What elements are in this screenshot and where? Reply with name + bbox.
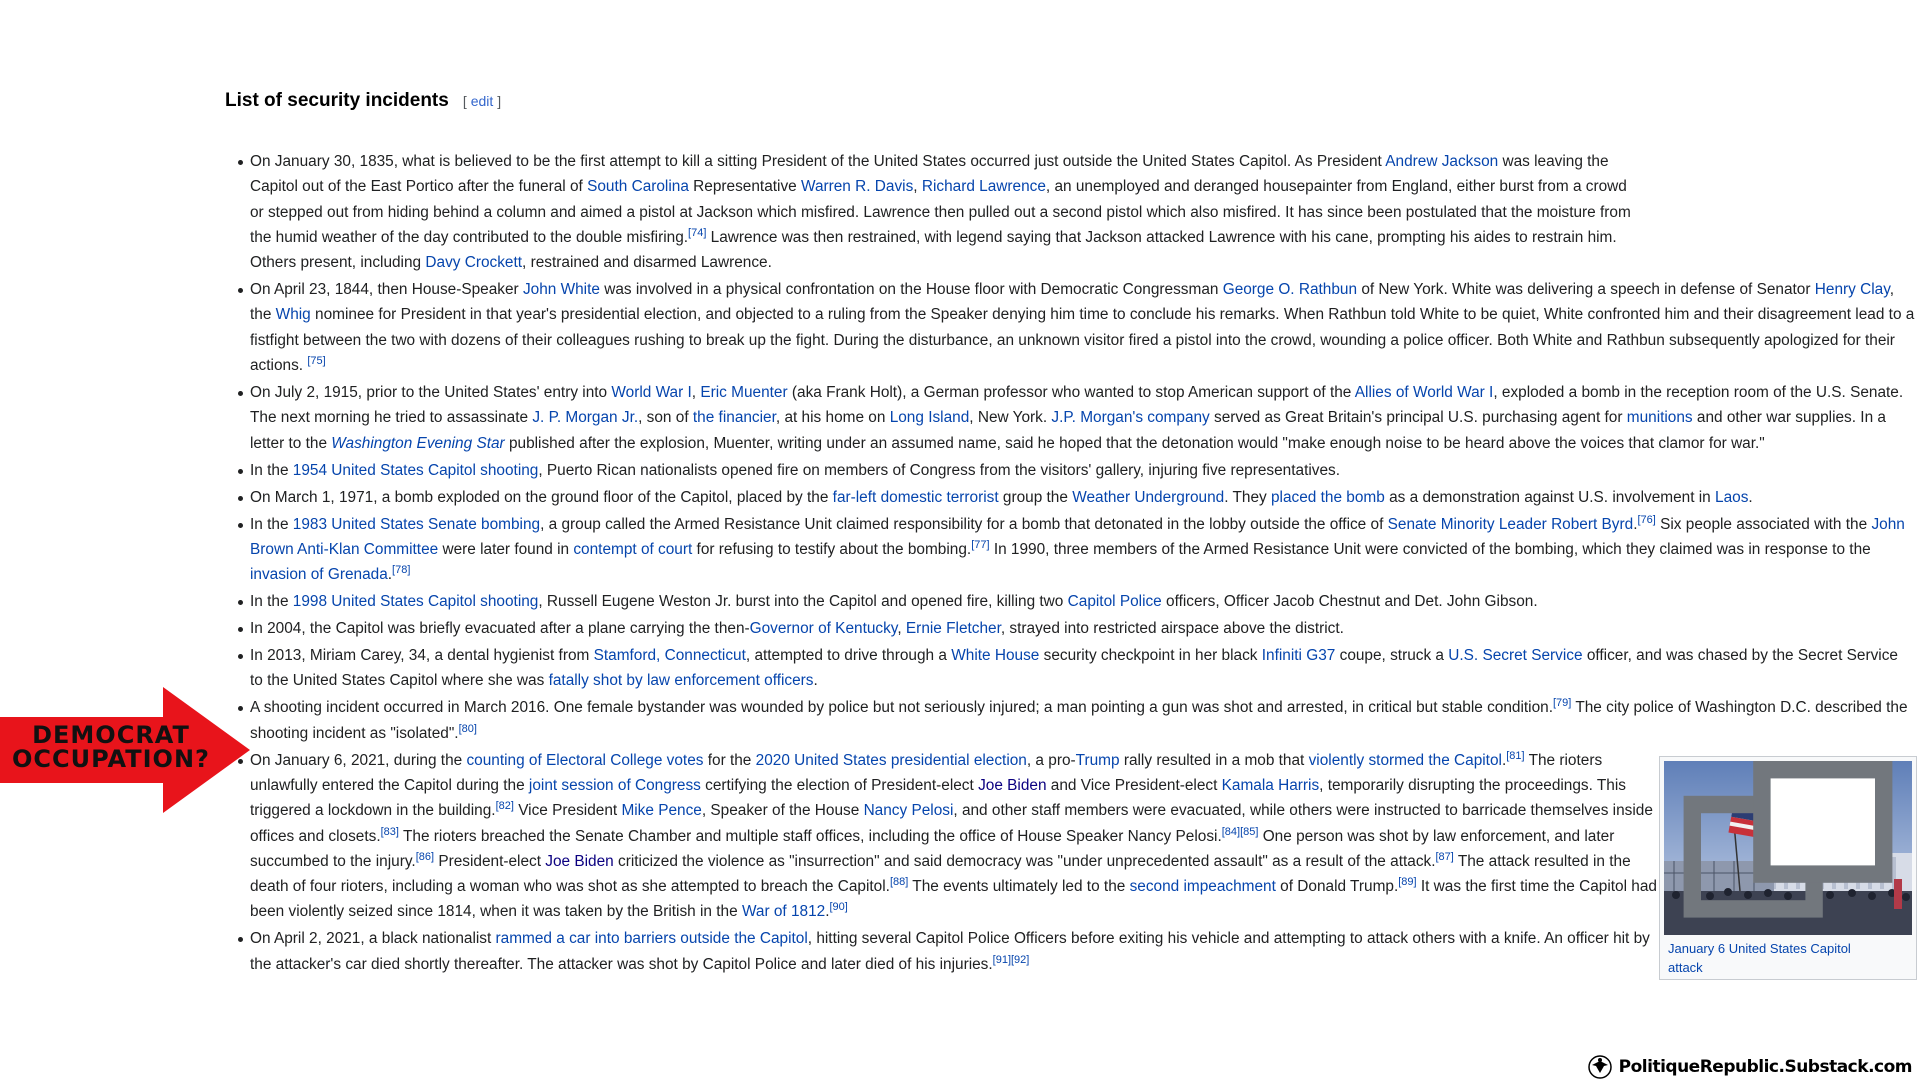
- citation-ref: [307, 355, 325, 367]
- incident-text: officers, Officer Jacob Chestnut and Det. John Gibson.: [1161, 593, 1538, 611]
- wiki-link[interactable]: 1983 United States Senate bombing: [292, 515, 541, 533]
- incident-item: [235, 695, 1915, 746]
- incident-text: In 2004, the Capitol was briefly evacuated after a plane carrying the then-: [250, 620, 750, 638]
- incident-text: were later found in: [438, 540, 574, 558]
- wiki-link[interactable]: joint session of Congress: [528, 777, 701, 794]
- incident-text: One person was shot by law enforcement, and later succumbed to the injury.: [250, 827, 1615, 870]
- watermark-text: PolitiqueRepublic.Substack.com: [1618, 1057, 1912, 1077]
- eagle-logo-icon: [1587, 1054, 1613, 1080]
- citation-ref: [829, 901, 847, 913]
- incident-text: group the: [998, 488, 1073, 506]
- wiki-link[interactable]: Washington Evening Star: [331, 434, 505, 452]
- citation-ref: [381, 825, 399, 837]
- section-heading: [225, 90, 501, 112]
- incident-text: , temporarily disrupting the proceedings. This triggered a lockdown in the building.: [250, 777, 1626, 820]
- citation-link[interactable]: [86]: [415, 850, 435, 863]
- incident-text: President-elect: [434, 852, 546, 870]
- edit-link[interactable]: edit: [470, 93, 494, 109]
- incident-text: and Vice President-elect: [1046, 777, 1222, 794]
- citation-ref: [971, 539, 989, 551]
- incident-text: In the: [250, 515, 293, 533]
- wiki-link[interactable]: 1998 United States Capitol shooting: [292, 593, 539, 611]
- incident-text: .: [387, 566, 393, 584]
- citation-link[interactable]: [91][92]: [992, 953, 1030, 966]
- citation-link[interactable]: [76]: [1637, 513, 1656, 526]
- thumbnail-caption[interactable]: January 6 United States Capitol attack: [1668, 941, 1851, 975]
- wiki-link[interactable]: Whig: [275, 306, 311, 324]
- wiki-link[interactable]: Laos: [1715, 488, 1749, 506]
- annotation-arrow: [0, 687, 250, 813]
- wiki-link[interactable]: Governor of Kentucky: [749, 620, 898, 638]
- annotation-line-1: DEMOCRAT: [32, 721, 190, 749]
- incident-text: ,: [913, 178, 922, 196]
- edit-bracket-open: [: [462, 93, 467, 109]
- incident-text: , and other staff members were evacuated, while others were instructed to barricade themselves inside offices and closets.: [250, 802, 1653, 845]
- incident-text: , exploded a bomb in the reception room of the U.S. Senate. The next morning he tried to assassinate: [250, 384, 1904, 427]
- wiki-link[interactable]: White House: [951, 647, 1040, 665]
- wiki-link[interactable]: Warren R. Davis: [800, 178, 914, 196]
- citation-link[interactable]: [75]: [307, 354, 326, 367]
- incident-text: , strayed into restricted airspace above the district.: [1000, 620, 1344, 638]
- incident-text: certifying the election of President-elect: [700, 777, 979, 794]
- incident-text: .: [1501, 751, 1507, 769]
- incident-item: [235, 748, 1665, 925]
- wiki-link[interactable]: Weather Underground: [1072, 488, 1225, 506]
- section-title: List of security incidents: [225, 90, 449, 111]
- incident-text: Six people associated with the: [1655, 515, 1872, 533]
- incident-text: was leaving the Capitol out of the East Portico after the funeral of: [250, 153, 1609, 196]
- incident-text: served as Great Britain's principal U.S. purchasing agent for: [1209, 409, 1627, 427]
- wiki-link[interactable]: Kamala Harris: [1221, 777, 1320, 794]
- watermark: [1587, 1054, 1912, 1080]
- wiki-link[interactable]: Robert Byrd: [1551, 515, 1634, 533]
- incident-text: , an unemployed and deranged housepainter from England, either burst from a crowd or stepped out from hiding behind a column and aimed a pistol at Jackson which misfired. Lawrence then pulled out a second pistol which also misfired. It has since been postulated that the moisture from the humid weather of the day contributed to the double misfiring.: [250, 178, 1631, 246]
- wiki-link[interactable]: Henry Clay: [1814, 281, 1890, 299]
- incident-item: [235, 616, 1915, 641]
- incident-text: .: [1748, 488, 1753, 506]
- wiki-link[interactable]: Davy Crockett: [425, 254, 523, 272]
- citation-ref: [890, 876, 908, 888]
- wiki-link[interactable]: rammed a car into barriers outside the Capitol: [495, 930, 808, 948]
- incident-text: for the: [703, 751, 756, 769]
- incident-item: [235, 458, 1915, 483]
- wiki-link[interactable]: fatally shot by law enforcement officers: [548, 672, 814, 690]
- citation-link[interactable]: [88]: [889, 876, 909, 889]
- incident-text: , hitting several Capitol Police Officers before exiting his vehicle and attempting to attack others with a knife. An officer hit by the attacker's car died shortly thereafter. The attacker was shot by Capitol Police and later died of his injuries.: [250, 930, 1650, 973]
- citation-link[interactable]: [89]: [1398, 876, 1417, 889]
- citation-ref: [1506, 750, 1524, 762]
- citation-link[interactable]: [83]: [380, 825, 399, 838]
- wiki-link[interactable]: 1954 United States Capitol shooting: [292, 461, 539, 479]
- incident-text: .: [1633, 515, 1638, 533]
- citation-ref: [459, 723, 477, 735]
- wiki-link[interactable]: Ernie Fletcher: [905, 620, 1001, 638]
- wiki-link[interactable]: placed the bomb: [1270, 488, 1385, 506]
- wiki-link[interactable]: Capitol Police: [1067, 593, 1162, 611]
- incident-text: , restrained and disarmed Lawrence.: [522, 254, 772, 272]
- incident-text: ,: [691, 384, 701, 402]
- incident-item: [235, 589, 1915, 614]
- wiki-link[interactable]: J.P. Morgan's company: [1051, 409, 1210, 427]
- wiki-link[interactable]: domestic terrorist: [880, 488, 999, 506]
- incident-text: In 1990, three members of the Armed Resistance Unit were convicted of the bombing, which they claimed was in response to the: [989, 540, 1871, 558]
- citation-ref: [1553, 697, 1571, 709]
- citation-ref: [688, 227, 706, 239]
- citation-ref: [1398, 876, 1416, 888]
- incident-text: The city police of Washington D.C. described the shooting incident as "isolated".: [250, 699, 1908, 742]
- citation-link[interactable]: [74]: [688, 226, 707, 239]
- incident-text: . They: [1224, 488, 1271, 506]
- incident-text: was involved in a physical confrontation on the House floor with Democratic Congressman: [599, 281, 1223, 299]
- incident-text: On April 2, 2021, a black nationalist: [250, 930, 496, 948]
- citation-link[interactable]: [90]: [829, 901, 848, 914]
- incident-text: coupe, struck a: [1335, 647, 1449, 665]
- citation-link[interactable]: [79]: [1552, 697, 1572, 710]
- citation-link[interactable]: [82]: [495, 800, 514, 813]
- incident-item: [235, 149, 1640, 275]
- wiki-link[interactable]: Infiniti G37: [1261, 647, 1336, 665]
- citation-link[interactable]: [81]: [1506, 749, 1525, 762]
- incident-text: A shooting incident occurred in March 2016. One female bystander was wounded by police but not seriously injured; a man pointing a gun was shot and arrested, in critical but stable condition.: [250, 699, 1553, 717]
- incident-text: On April 23, 1844, then House-Speaker: [250, 281, 523, 299]
- wiki-link[interactable]: invasion of Grenada: [250, 566, 388, 584]
- wiki-link[interactable]: Nancy Pelosi: [863, 802, 954, 820]
- incident-text: , Puerto Rican nationalists opened fire on members of Congress from the visitors' gallery, injuring five representatives.: [538, 461, 1340, 479]
- incident-text: , Speaker of the House: [701, 802, 864, 820]
- wiki-link[interactable]: Trump: [1075, 751, 1120, 769]
- citation-link[interactable]: [78]: [392, 564, 411, 577]
- wiki-link[interactable]: far-left: [832, 488, 877, 506]
- incident-text: , a pro-: [1026, 751, 1076, 769]
- incident-text: The rioters breached the Senate Chamber and multiple staff offices, including the office of House Speaker Nancy Pelosi.: [398, 827, 1222, 845]
- wiki-link[interactable]: Joe Biden: [978, 777, 1047, 794]
- annotation-text: [0, 723, 222, 771]
- wiki-link[interactable]: World War I: [611, 384, 692, 402]
- incident-text: of Donald Trump.: [1275, 878, 1399, 896]
- wiki-link[interactable]: J. P. Morgan Jr.: [532, 409, 639, 427]
- incident-text: , New York.: [969, 409, 1052, 427]
- incident-text: for refusing to testify about the bombing.: [692, 540, 972, 558]
- wiki-link[interactable]: War of 1812: [741, 903, 826, 921]
- incident-text: The attack resulted in the death of four rioters, including a woman who was shot as she attempted to breach the Capitol.: [250, 852, 1631, 896]
- incident-text: Vice President: [513, 802, 622, 820]
- incident-text: rally resulted in a mob that: [1119, 751, 1309, 769]
- citation-ref: [1435, 851, 1453, 863]
- incident-text: In the: [250, 593, 293, 611]
- incident-text: On January 6, 2021, during the: [250, 751, 467, 769]
- incident-text: In 2013, Miriam Carey, 34, a dental hygienist from: [250, 647, 594, 665]
- incident-text: , at his home on: [775, 409, 890, 427]
- wiki-link[interactable]: Mike Pence: [621, 802, 702, 820]
- wiki-link[interactable]: the financier: [692, 409, 776, 427]
- incident-text: .: [825, 903, 830, 921]
- wiki-link[interactable]: Joe Biden: [545, 852, 614, 870]
- incident-text: It was the first time the Capitol had been violently seized since 1814, when it was taken by the British in the: [250, 878, 1657, 921]
- wiki-link[interactable]: George O. Rathbun: [1222, 281, 1358, 299]
- incident-text: and other war supplies. In a letter to the: [250, 409, 1886, 452]
- incident-text: , son of: [638, 409, 693, 427]
- incident-item: [235, 643, 1915, 694]
- incident-text: , attempted to drive through a: [745, 647, 952, 665]
- incident-text: (aka Frank Holt), a German professor who wanted to stop American support of the: [787, 384, 1355, 402]
- incident-item: [235, 485, 1915, 510]
- wiki-link[interactable]: Allies of World War I: [1354, 384, 1494, 402]
- wiki-link[interactable]: South Carolina: [587, 178, 689, 196]
- annotation-line-2: OCCUPATION?: [12, 745, 210, 773]
- edit-section: [463, 93, 501, 109]
- wiki-link[interactable]: Senate Minority Leader: [1387, 515, 1547, 533]
- incident-text: The rioters unlawfully entered the Capitol during the: [250, 751, 1603, 794]
- incident-item: [235, 380, 1915, 456]
- incident-text: The events ultimately led to the: [908, 878, 1130, 896]
- incident-text: of New York. White was delivering a speech in defense of Senator: [1357, 281, 1815, 299]
- incident-text: On January 30, 1835, what is believed to be the first attempt to kill a sitting President of the United States occurred just outside the United States Capitol. As President: [250, 153, 1386, 170]
- incident-item: [235, 512, 1915, 588]
- citation-link[interactable]: [87]: [1435, 850, 1454, 863]
- incident-text: as a demonstration against U.S. involvement in: [1384, 488, 1716, 506]
- wiki-link[interactable]: Stamford, Connecticut: [593, 647, 746, 665]
- incident-text: criticized the violence as "insurrection" and said democracy was "under unprecedented assault" as a result of the attack.: [613, 852, 1436, 870]
- incident-text: , the: [250, 281, 1895, 324]
- wiki-link[interactable]: contempt of court: [573, 540, 693, 558]
- citation-ref: [1222, 825, 1259, 837]
- incident-text: Representative: [688, 178, 801, 196]
- citation-ref: [1637, 513, 1655, 525]
- incident-text: , Russell Eugene Weston Jr. burst into the Capitol and opened fire, killing two: [538, 593, 1068, 611]
- citation-ref: [392, 564, 410, 576]
- citation-ref: [496, 800, 514, 812]
- citation-ref: [416, 851, 434, 863]
- wiki-link[interactable]: Long Island: [889, 409, 970, 427]
- wiki-link[interactable]: violently stormed the Capitol: [1308, 751, 1502, 769]
- incident-item: [235, 926, 1665, 977]
- wiki-link[interactable]: John Brown Anti-Klan Committee: [250, 515, 1905, 558]
- wiki-link[interactable]: 2020 United States presidential election: [755, 751, 1027, 769]
- enlarge-icon[interactable]: [1664, 761, 1912, 935]
- incident-text: ,: [897, 620, 906, 638]
- citation-link[interactable]: [80]: [458, 722, 477, 735]
- incident-text: security checkpoint in her black: [1039, 647, 1262, 665]
- incident-text: On July 2, 1915, prior to the United States' entry into: [250, 384, 612, 402]
- incident-text: Lawrence was then restrained, with legend saying that Jackson attacked Lawrence with his cane, prompting his aides to restrain him. Others present, including: [250, 228, 1617, 272]
- incident-item: [235, 277, 1915, 378]
- thumbnail-figure[interactable]: [1659, 756, 1917, 980]
- incident-text: .: [813, 672, 818, 690]
- wiki-link[interactable]: second impeachment: [1129, 878, 1276, 896]
- incident-text: nominee for President in that year's presidential election, and objected to a ruling from the Speaker denying him time to conclude his remarks. When Rathbun told White to be quiet, White confronted him and their disagreement lead to a fistfight between the two with dozens of their colleagues rushing to break up the fight. During the disturbance, an unknown visitor fired a pistol into the crowd, wounding a police officer. Both White and Rathbun subsequently apologized for their actions.: [250, 306, 1915, 375]
- citation-link[interactable]: [84][85]: [1221, 825, 1259, 838]
- wiki-link[interactable]: munitions: [1626, 409, 1693, 427]
- incident-text: , a group called the Armed Resistance Unit claimed responsibility for a bomb that detonated in the lobby outside the office of: [540, 515, 1388, 533]
- wiki-link[interactable]: Eric Muenter: [700, 384, 788, 402]
- incident-text: In the: [250, 461, 293, 479]
- citation-ref: [993, 954, 1030, 966]
- edit-bracket-close: ]: [497, 93, 502, 109]
- wiki-link[interactable]: John White: [522, 281, 600, 299]
- incident-text: On March 1, 1971, a bomb exploded on the ground floor of the Capitol, placed by the: [250, 488, 833, 506]
- citation-link[interactable]: [77]: [971, 538, 990, 551]
- wiki-link[interactable]: U.S. Secret Service: [1448, 647, 1583, 665]
- wiki-link[interactable]: Andrew Jackson: [1385, 153, 1499, 170]
- wiki-link[interactable]: Richard Lawrence: [921, 178, 1046, 196]
- incident-text: officer, and was chased by the Secret Service to the United States Capitol where she was: [250, 647, 1898, 690]
- wiki-link[interactable]: counting of Electoral College votes: [466, 751, 704, 769]
- incident-text: published after the explosion, Muenter, writing under an assumed name, said he hoped that the detonation would "make enough noise to be heard above the voices that clamor for war.": [504, 434, 1765, 452]
